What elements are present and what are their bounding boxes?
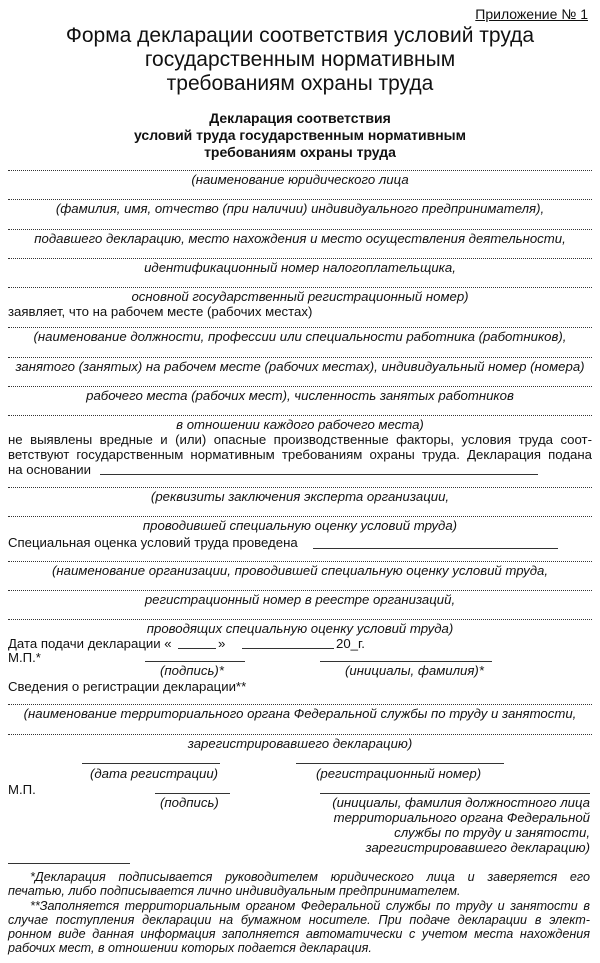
caption-registry: регистрационный номер в реестре организаций, bbox=[144, 592, 456, 607]
caption-each-workplace: в отношении каждого рабочего места) bbox=[176, 417, 424, 432]
reg-date-field[interactable] bbox=[82, 763, 220, 764]
heading-line: Декларация соответствия bbox=[209, 110, 391, 126]
body-text-line: на основании bbox=[8, 462, 92, 477]
registration-heading: Сведения о регистрации декларации** bbox=[8, 679, 247, 694]
official-caption-line: (инициалы, фамилия должностного лица bbox=[332, 795, 590, 810]
fill-line[interactable] bbox=[8, 704, 592, 705]
caption-workplace: рабочего места (рабочих мест), численность занятых работников bbox=[86, 388, 514, 403]
date-label: Дата подачи декларации « bbox=[8, 636, 172, 651]
footnote-separator bbox=[8, 863, 130, 864]
day-field[interactable] bbox=[178, 648, 216, 649]
name-field[interactable] bbox=[320, 661, 492, 662]
footnote-line: рабочих мест, в отношении которых подается декларация. bbox=[8, 941, 372, 955]
stamp-label-2: М.П. bbox=[8, 782, 36, 797]
fill-line[interactable] bbox=[8, 487, 592, 488]
reg-date-caption: (дата регистрации) bbox=[90, 766, 219, 781]
fill-line[interactable] bbox=[8, 590, 592, 591]
official-caption-line: территориального органа Федеральной bbox=[333, 810, 590, 825]
declares-text: заявляет, что на рабочем месте (рабочих местах) bbox=[8, 304, 313, 319]
fill-line[interactable] bbox=[8, 199, 592, 200]
official-caption bbox=[300, 795, 590, 855]
official-caption-line: службы по труду и занятости, bbox=[394, 825, 590, 840]
caption-ogrn: основной государственный регистрационный номер) bbox=[131, 289, 469, 304]
caption-sout-org: (наименование организации, проводившей специальную оценку условий труда, bbox=[51, 563, 549, 578]
signature-caption-2: (подпись) bbox=[160, 795, 219, 810]
fill-line[interactable] bbox=[8, 287, 592, 288]
fill-line[interactable] bbox=[8, 415, 592, 416]
initials-caption: (инициалы, фамилия)* bbox=[345, 663, 484, 678]
fill-line[interactable] bbox=[8, 561, 592, 562]
body-text-line: не выявлены вредные и (или) опасные производственные факторы, условия труда соот- bbox=[8, 432, 592, 447]
official-name-field[interactable] bbox=[320, 793, 590, 794]
signature-field[interactable] bbox=[145, 661, 245, 662]
official-signature-field[interactable] bbox=[155, 793, 230, 794]
official-caption-line: зарегистрировавшего декларацию) bbox=[365, 840, 590, 855]
footnote-line: **Заполняется территориальным органом Федеральной службы по труду и занятости в bbox=[30, 899, 590, 913]
caption-registered: зарегистрировавшего декларацию) bbox=[187, 736, 413, 751]
fill-line[interactable] bbox=[8, 258, 592, 259]
caption-expert-org: проводившей специальную оценку условий труда) bbox=[142, 518, 458, 533]
fill-line[interactable] bbox=[100, 474, 538, 475]
heading-line: требованиям охраны труда bbox=[204, 144, 396, 160]
caption-expert: (реквизиты заключения эксперта организации, bbox=[150, 489, 450, 504]
title-line: требованиям охраны труда bbox=[166, 72, 434, 95]
fill-line[interactable] bbox=[8, 170, 592, 171]
footnote-line: *Декларация подписывается руководителем юридического лица и заверяется его bbox=[30, 870, 590, 884]
appendix-label: Приложение № 1 bbox=[475, 6, 588, 22]
stamp-label: М.П.* bbox=[8, 650, 41, 665]
caption-inn: идентификационный номер налогоплательщика, bbox=[144, 260, 456, 275]
reg-number-caption: (регистрационный номер) bbox=[316, 766, 482, 781]
reg-number-field[interactable] bbox=[296, 763, 504, 764]
footnote-line: ронном виде данная информация заполняется автоматически с учетом места нахождения bbox=[8, 927, 590, 941]
fill-line[interactable] bbox=[8, 229, 592, 230]
footnote-line: случае поступления декларации на бумажном носителе. При подаче декларации в элект- bbox=[8, 913, 590, 927]
fill-line[interactable] bbox=[313, 548, 558, 549]
sout-text: Специальная оценка условий труда проведена bbox=[8, 535, 298, 550]
caption-position: (наименование должности, профессии или специальности работника (работников), bbox=[33, 329, 567, 344]
fill-line[interactable] bbox=[8, 386, 592, 387]
fill-line[interactable] bbox=[8, 516, 592, 517]
caption-location: подавшего декларацию, место нахождения и место осуществления деятельности, bbox=[34, 231, 566, 246]
month-field[interactable] bbox=[242, 648, 334, 649]
caption-entrepreneur: (фамилия, имя, отчество (при наличии) индивидуального предпринимателя), bbox=[55, 201, 545, 216]
title-line: государственным нормативным bbox=[144, 48, 456, 71]
heading-line: условий труда государственным нормативным bbox=[133, 127, 466, 143]
year-label: 20_г. bbox=[336, 636, 365, 651]
fill-line[interactable] bbox=[8, 734, 592, 735]
fill-line[interactable] bbox=[8, 357, 592, 358]
page-title bbox=[0, 24, 600, 96]
caption-employed: занятого (занятых) на рабочем месте (рабочих местах), индивидуальный номер (номера) bbox=[15, 359, 585, 374]
title-line: Форма декларации соответствия условий труда bbox=[65, 24, 535, 47]
caption-legal-entity: (наименование юридического лица bbox=[191, 172, 409, 187]
fill-line[interactable] bbox=[8, 619, 592, 620]
footnote-line: печатью, либо подписывается лично индивидуальным предпринимателем. bbox=[8, 884, 461, 898]
date-quote: » bbox=[218, 636, 226, 651]
caption-conducting: проводящих специальную оценку условий труда) bbox=[146, 621, 454, 636]
fill-line[interactable] bbox=[8, 327, 592, 328]
caption-territorial-body: (наименование территориального органа Федеральной службы по труду и занятости, bbox=[23, 706, 577, 721]
body-text-line: ветствуют государственным нормативным требованиям охраны труда. Декларация подана bbox=[8, 447, 592, 462]
signature-caption: (подпись)* bbox=[160, 663, 224, 678]
declaration-heading bbox=[0, 110, 600, 161]
